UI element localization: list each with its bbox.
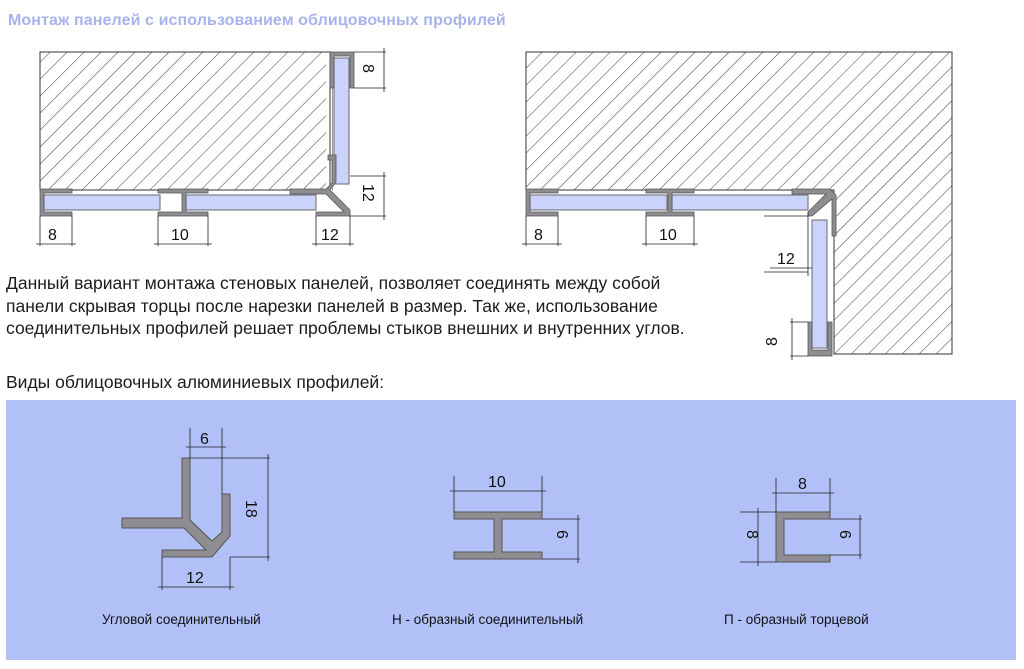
dim-label: 8 xyxy=(534,227,543,244)
dim-label: 18 xyxy=(242,500,259,518)
wall-hatch xyxy=(40,52,332,190)
panel xyxy=(530,195,667,210)
panel xyxy=(186,195,316,210)
dim-label: 10 xyxy=(488,474,506,491)
dim-label: 10 xyxy=(659,227,677,244)
dim-label: 8 xyxy=(359,64,376,73)
profile-caption: Н - образный соединительный xyxy=(392,612,584,627)
profile-caption: Угловой соединительный xyxy=(102,612,261,627)
dim-label: 10 xyxy=(171,227,189,244)
panel xyxy=(672,195,808,210)
dim-label: 8 xyxy=(798,476,807,493)
dim-label: 6 xyxy=(200,431,209,448)
dim-label: 6 xyxy=(836,530,853,539)
dim-label: 12 xyxy=(321,227,339,244)
dim-label: 12 xyxy=(777,251,795,268)
dim-label: 8 xyxy=(48,227,57,244)
profile-caption: П - образный торцевой xyxy=(724,612,869,627)
dim-label: 12 xyxy=(359,184,376,202)
dim-label: 8 xyxy=(764,337,781,346)
description: Данный вариант монтажа стеновых панелей, позволяет соединять между собой панели скрывая торцы после нарезки панелей в размер. Так же, использование соединительных профилей решает проблемы стыков внешних и внутренних углов. xyxy=(6,273,685,338)
inner-corner-diagram xyxy=(36,48,386,246)
panel xyxy=(44,195,160,210)
panel xyxy=(812,220,827,348)
page-title: Монтаж панелей с использованием облицовочных профилей xyxy=(8,12,506,29)
dim-label: 6 xyxy=(553,530,570,539)
types-heading: Виды облицовочных алюминиевых профилей: xyxy=(6,372,385,392)
dim-label: 12 xyxy=(186,570,204,587)
dim-label: 8 xyxy=(743,530,760,539)
